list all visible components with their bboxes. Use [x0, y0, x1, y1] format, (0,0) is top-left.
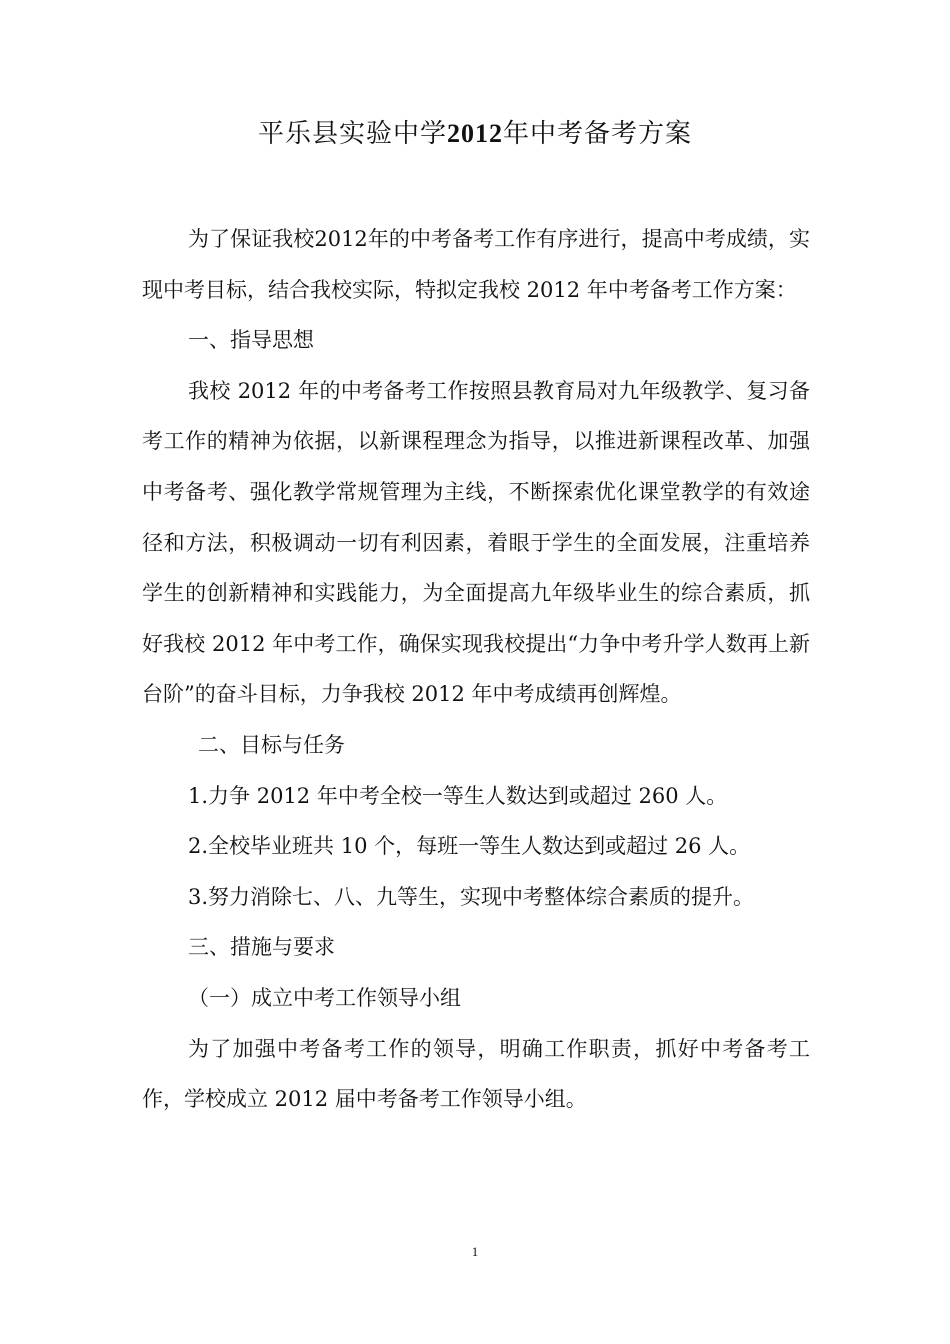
title-year: 2012	[447, 119, 503, 148]
goal-item: 3.努力消除七、八、九等生，实现中考整体综合素质的提升。	[188, 884, 755, 909]
subsection-heading-leadership-group: （一）成立中考工作领导小组	[188, 985, 461, 1010]
document-body	[142, 214, 810, 1125]
section-heading-guiding-thought: 一、指导思想	[188, 328, 314, 353]
goal-item: 1.力争 2012 年中考全校一等生人数达到或超过 260 人。	[188, 783, 728, 808]
section-heading-measures: 三、措施与要求	[188, 935, 335, 960]
leadership-group-paragraph: 为了加强中考备考工作的领导，明确工作职责，抓好中考备考工作，学校成立 2012 届中考备考工作领导小组。	[142, 1036, 810, 1112]
document-title	[0, 114, 950, 154]
section-heading-goals: 二、目标与任务	[198, 732, 345, 757]
guiding-thought-paragraph: 我校 2012 年的中考备考工作按照县教育局对九年级教学、复习备考工作的精神为依据，以新课程理念为指导，以推进新课程改革、加强中考备考、强化教学常规管理为主线，不断探索优化课堂教学的有效途径和方法，积极调动一切有利因素，着眼于学生的全面发展，注重培养学生的创新精神和实践能力，为全面提高九年级毕业生的综合素质，抓好我校 2012 年中考工作，确保实现我校提出“力争中考升学人数再上新台阶”的奋斗目标，力争我校 2012 年中考成绩再创辉煌。	[142, 378, 810, 707]
page-number: 1	[471, 1244, 479, 1259]
intro-paragraph: 为了保证我校2012年的中考备考工作有序进行，提高中考成绩，实现中考目标，结合我校实际，特拟定我校 2012 年中考备考工作方案：	[142, 227, 810, 302]
goal-item: 2.全校毕业班共 10 个，每班一等生人数达到或超过 26 人。	[188, 834, 751, 859]
title-suffix: 年中考备考方案	[503, 119, 693, 149]
title-prefix: 平乐县实验中学	[257, 119, 447, 149]
